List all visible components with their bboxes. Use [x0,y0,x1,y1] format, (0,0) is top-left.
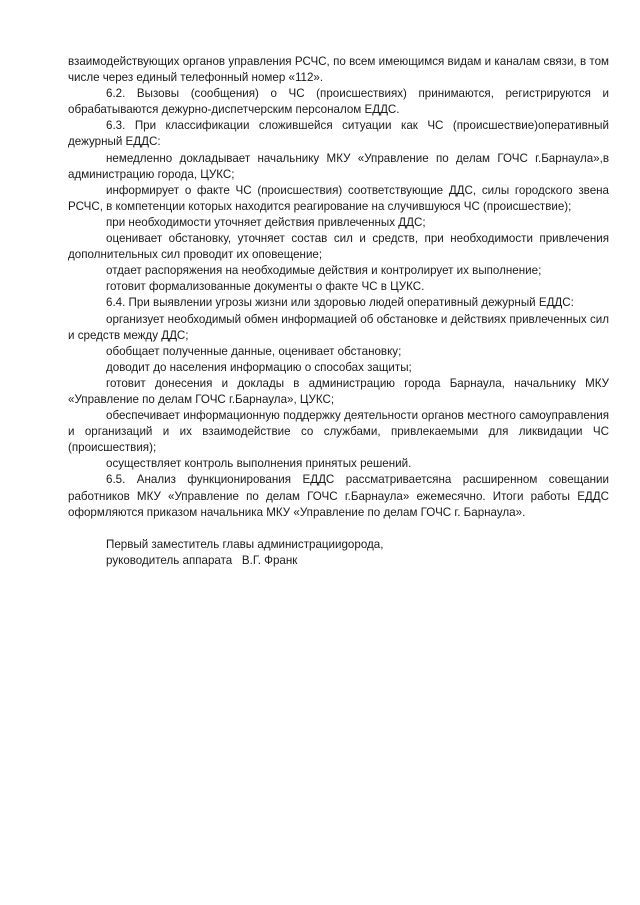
signature-position: Первый заместитель главы администрацииgорода, [106,537,384,551]
signature-name: руководитель аппарата В.Г. Франк [106,553,298,567]
paragraph-6-4: 6.4. При выявлении угрозы жизни или здоровью людей оперативный дежурный ЕДДС: [106,296,574,310]
list-item-clarify: при необходимости уточняет действия привлеченных ДДС; [106,215,426,229]
signature-block [68,537,609,569]
list-item-inform: информирует о факте ЧС (происшествия) соответствующие ДДС, силы городского звена РСЧС, в компетенции которых находится реагирование на случившуюся ЧС (происшествие); [68,183,609,213]
list-item-exchange: организует необходимый обмен информацией об обстановке и действиях привлеченных сил и средств между ДДС; [68,312,609,342]
paragraph-6-2: 6.2. Вызовы (сообщения) о ЧС (происшествиях) принимаются, регистрируются и обрабатываются дежурно-диспетчерским персоналом ЕДДС. [68,87,609,117]
list-item-support: обеспечивает информационную поддержку деятельности органов местного самоуправления и организаций и их взаимодействие со службами, привлекаемыми для ликвидации ЧС (происшествия); [68,409,609,455]
list-item-orders: отдает распоряжения на необходимые действия и контролирует их выполнение; [106,264,542,278]
list-item-control: осуществляет контроль выполнения принятых решений. [106,457,412,471]
list-item-notify-population: доводит до населения информацию о способах защиты; [106,360,412,374]
paragraph-6-5: 6.5. Анализ функционирования ЕДДС рассматриваетсяна расширенном совещании работников МКУ «Управление по делам ГОЧС г.Барнаула» ежемесячно. Итоги работы ЕДДС оформляются приказом начальника МКУ «Управление по делам ГОЧС г. Барнаула». [68,473,609,519]
document-body [68,54,609,569]
paragraph-6-3: 6.3. При классификации сложившейся ситуации как ЧС (происшествие)оперативный дежурный ЕДДС: [68,119,609,149]
list-item-reports: готовит донесения и доклады в администрацию города Барнаула, начальнику МКУ «Управление по делам ГОЧС г.Барнаула», ЦУКС; [68,376,609,406]
list-item-assess: оценивает обстановку, уточняет состав сил и средств, при необходимости привлечения дополнительных сил проводит их оповещение; [68,232,609,262]
list-item-summarize: обобщает полученные данные, оценивает обстановку; [106,344,402,358]
paragraph-continuation: взаимодействующих органов управления РСЧС, по всем имеющимся видам и каналам связи, в том числе через единый телефонный номер «112». [68,55,609,85]
list-item-report: немедленно докладывает начальнику МКУ «Управление по делам ГОЧС г.Барнаула»,в администрацию города, ЦУКС; [68,151,609,181]
list-item-documents: готовит формализованные документы о факте ЧС в ЦУКС. [106,280,425,294]
